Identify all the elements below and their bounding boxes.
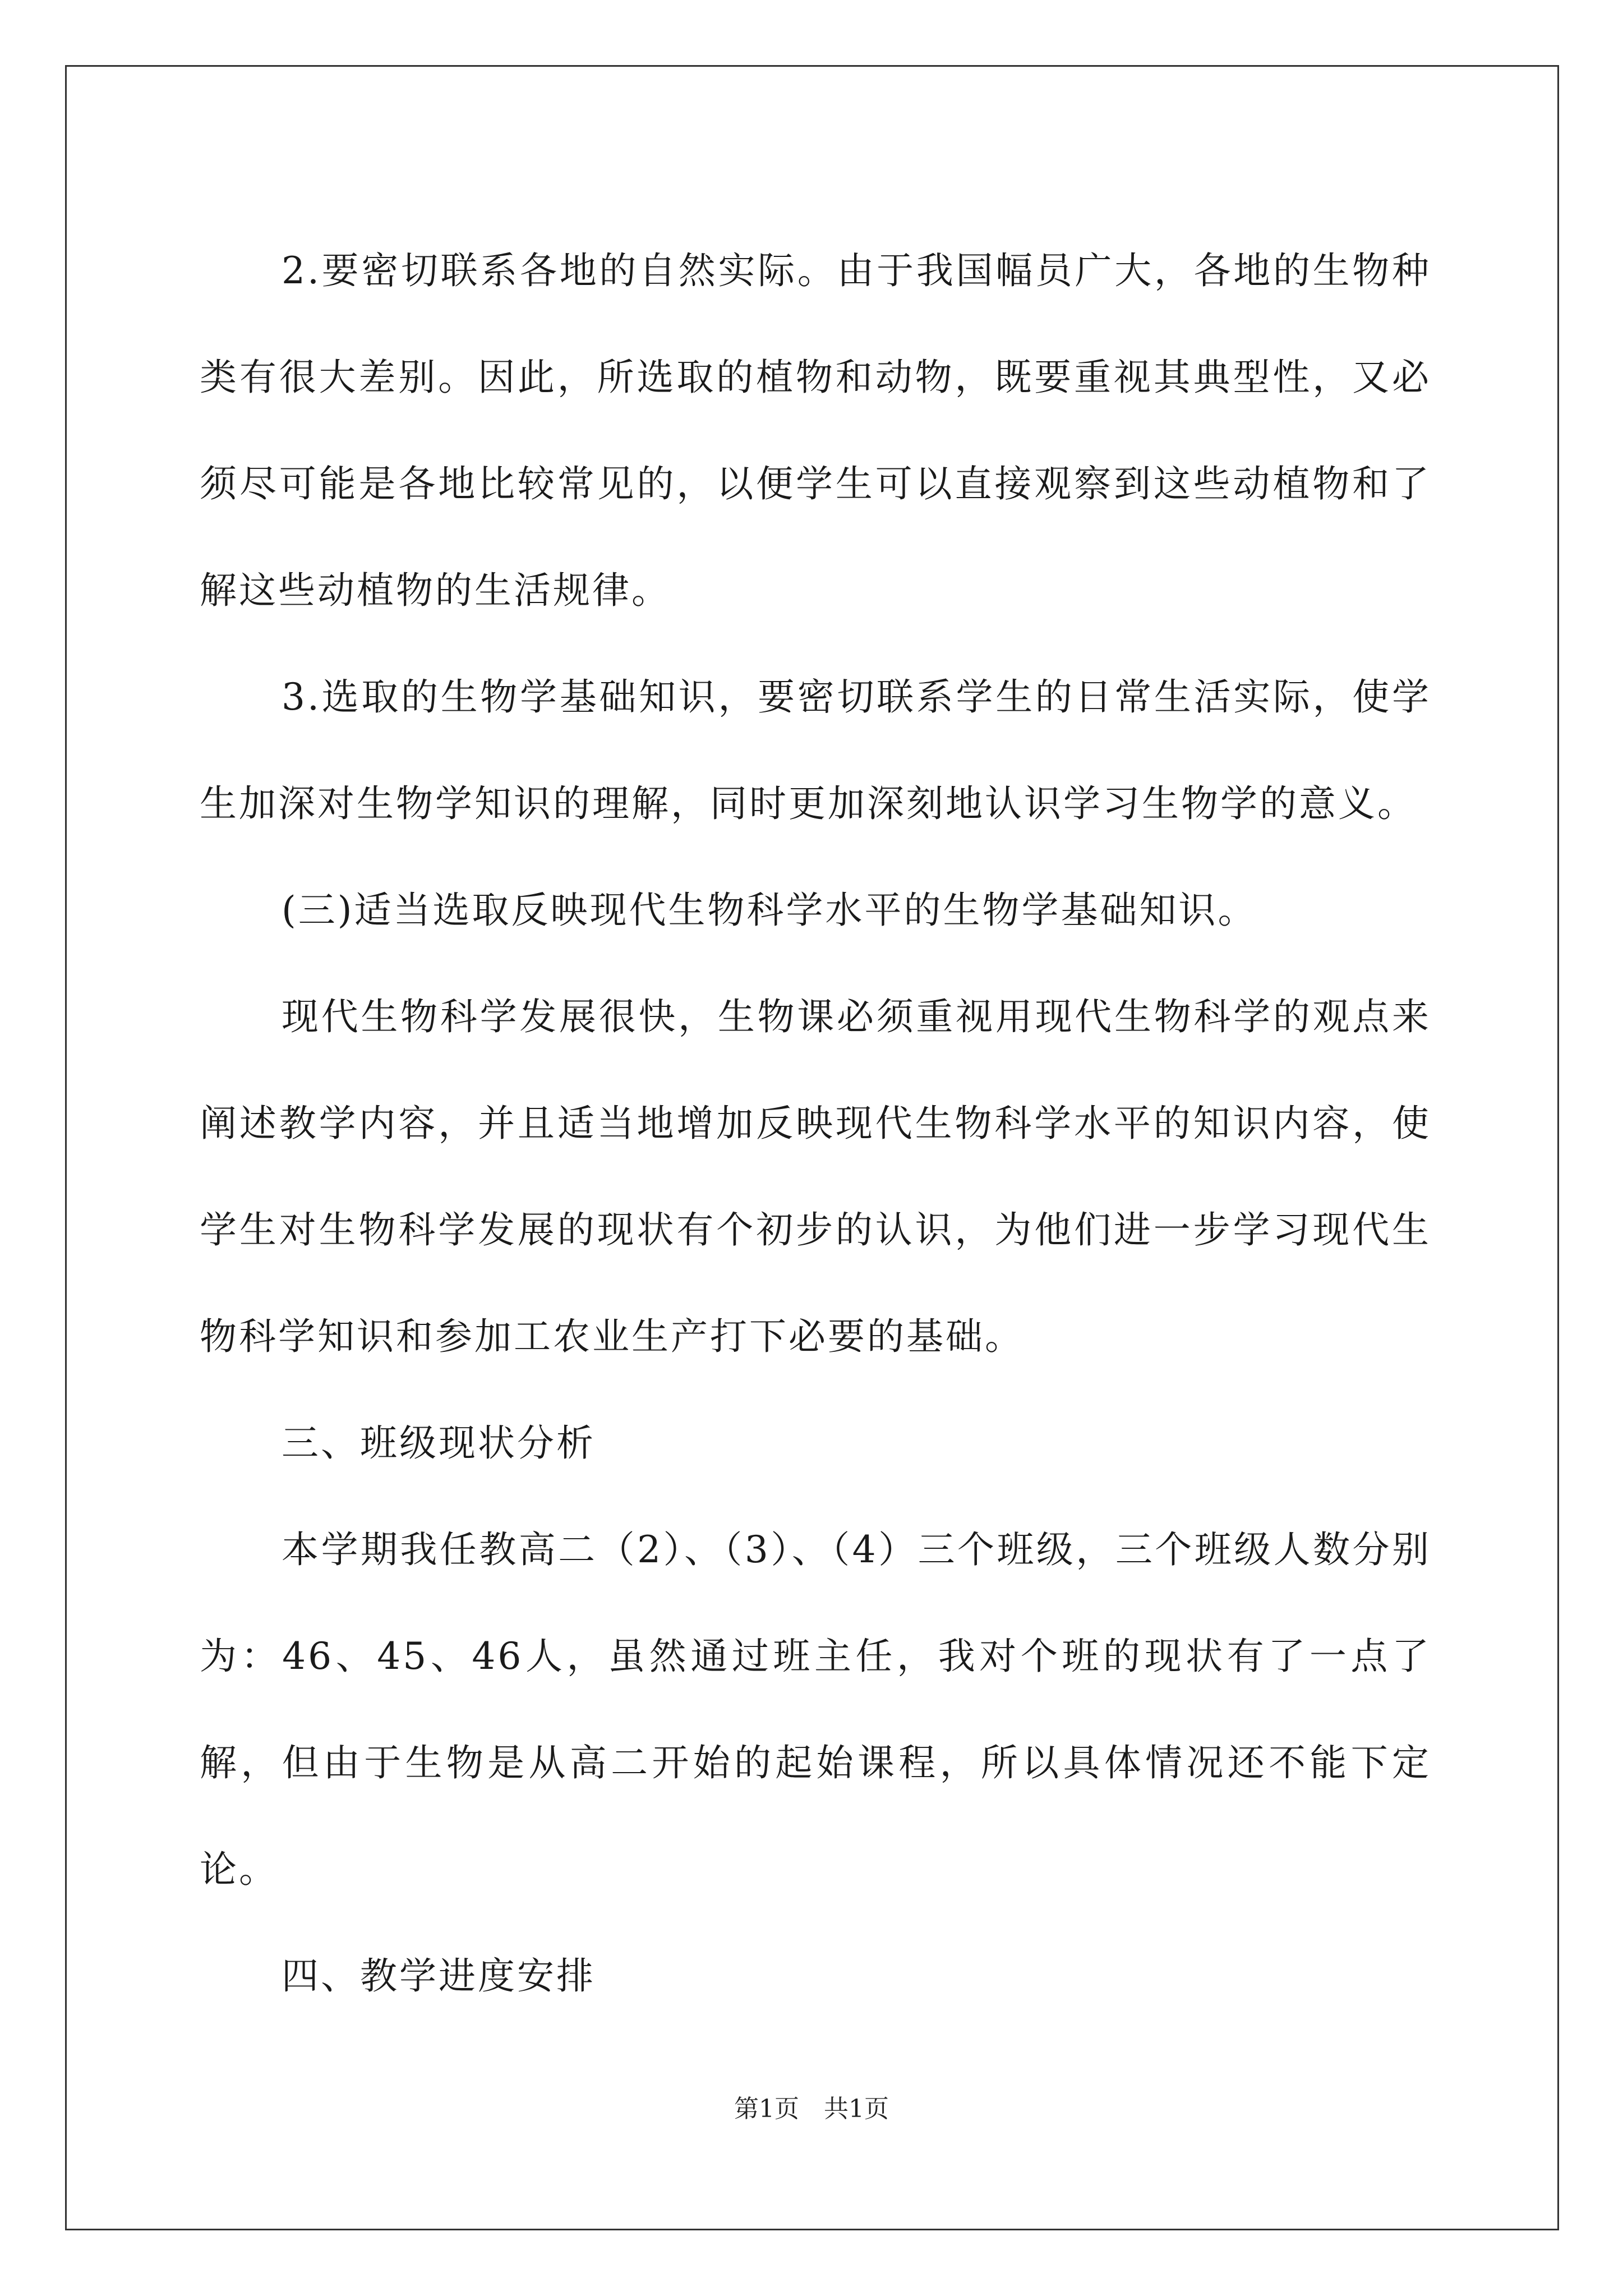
section-heading-class-analysis: 三、班级现状分析 (282, 1421, 596, 1465)
paragraph-class-analysis: 本学期我任教高二（2）、（3）、（4）三个班级，三个班级人数分别为：46、45、46人，虽然通过班主任，我对个班的现状有了一点了解，但由于生物是从高二开始的起始课程，所以具体情况还不能下定论。 (200, 1528, 1431, 1891)
section-heading-schedule: 四、教学进度安排 (282, 1954, 596, 1998)
document-body (200, 218, 1431, 2030)
page-footer (0, 2092, 1623, 2126)
paragraph-modern-science-heading: (三)适当选取反映现代生物科学水平的生物学基础知识。 (282, 889, 1257, 932)
page-total: 共1页 (824, 2095, 889, 2123)
paragraph-daily-life-relevance: 3.选取的生物学基础知识，要密切联系学生的日常生活实际，使学生加深对生物学知识的理解，同时更加深刻地认识学习生物学的意义。 (200, 675, 1431, 825)
paragraph-modern-science-body: 现代生物科学发展很快，生物课必须重视用现代生物科学的观点来阐述教学内容，并且适当地增加反映现代生物科学水平的知识内容，使学生对生物科学发展的现状有个初步的认识，为他们进一步学习现代生物科学知识和参加工农业生产打下必要的基础。 (200, 995, 1431, 1358)
paragraph-geographic-relevance: 2.要密切联系各地的自然实际。由于我国幅员广大，各地的生物种类有很大差别。因此，所选取的植物和动物，既要重视其典型性，又必须尽可能是各地比较常见的，以便学生可以直接观察到这些动植物和了解这些动植物的生活规律。 (200, 249, 1431, 612)
page-number: 第1页 (734, 2095, 799, 2123)
